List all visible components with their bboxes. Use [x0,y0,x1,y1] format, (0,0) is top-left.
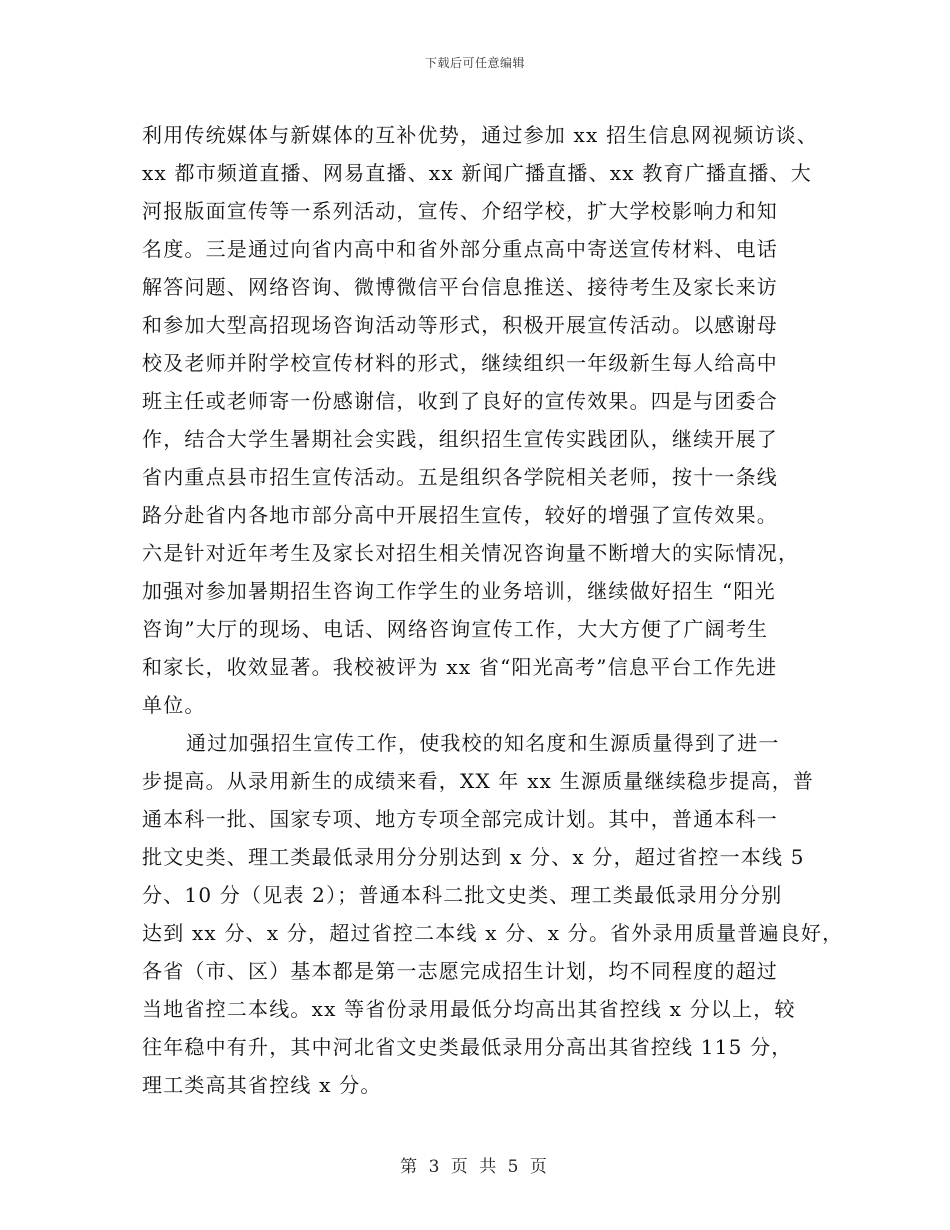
document-body [142,116,844,1104]
text-line: 理工类高其省控线 x 分。 [142,1073,382,1097]
text-line: 达到 xx 分、x 分，超过省控二本线 x 分、x 分。省外录用质量普遍良好， [142,921,844,945]
text-line: 路分赴省内各地市部分高中开展招生宣传，较好的增强了宣传效果。 [142,503,778,527]
paragraph-1 [142,116,819,724]
text-line: xx 都市频道直播、网易直播、xx 新闻广播直播、xx 教育广播直播、大 [142,161,812,185]
text-line: 和家长，收效显著。我校被评为 xx 省“阳光高考”信息平台工作先进 [142,655,778,679]
text-line: 六是针对近年考生及家长对招生相关情况咨询量不断增大的实际情况， [142,541,800,565]
page-number-footer: 第 3 页 共 5 页 [400,1157,550,1177]
text-line: 单位。 [142,693,206,717]
text-line: 名度。三是通过向省内高中和省外部分重点高中寄送宣传材料、电话 [142,237,778,261]
text-line: 当地省控二本线。xx 等省份录用最低分均高出其省控线 x 分以上，较 [142,997,796,1021]
text-line: 通本科一批、国家专项、地方专项全部完成计划。其中，普通本科一 [142,807,778,831]
text-line: 河报版面宣传等一系列活动，宣传、介绍学校，扩大学校影响力和知 [142,199,778,223]
text-line: 咨询”大厅的现场、电话、网络咨询宣传工作，大大方便了广阔考生 [142,617,769,641]
text-line: 和参加大型高招现场咨询活动等形式，积极开展宣传活动。以感谢母 [142,313,778,337]
text-line: 班主任或老师寄一份感谢信，收到了良好的宣传效果。四是与团委合 [142,389,778,413]
text-line: 省内重点县市招生宣传活动。五是组织各学院相关老师，按十一条线 [142,465,778,489]
text-line: 往年稳中有升，其中河北省文史类最低录用分高出其省控线 115 分， [142,1035,793,1059]
text-line: 批文史类、理工类最低录用分分别达到 x 分、x 分，超过省控一本线 5 [142,845,805,869]
text-line: 步提高。从录用新生的成绩来看，XX 年 xx 生源质量继续稳步提高，普 [142,769,815,793]
text-line: 校及老师并附学校宣传材料的形式，继续组织一年级新生每人给高中 [142,351,778,375]
text-line: 解答问题、网络咨询、微博微信平台信息推送、接待考生及家长来访 [142,275,778,299]
paragraph-2 [142,724,844,1104]
text-line: 加强对参加暑期招生咨询工作学生的业务培训，继续做好招生 “阳光 [142,579,776,603]
text-line: 各省（市、区）基本都是第一志愿完成招生计划，均不同程度的超过 [142,959,778,983]
text-line: 作，结合大学生暑期社会实践，组织招生宣传实践团队，继续开展了 [142,427,778,451]
page-header-note: 下载后可任意编辑 [424,56,525,70]
text-line: 分、10 分（见表 2）；普通本科二批文史类、理工类最低录用分分别 [142,883,783,907]
text-line: 通过加强招生宣传工作，使我校的知名度和生源质量得到了进一 [186,731,780,755]
text-line: 利用传统媒体与新媒体的互补优势，通过参加 xx 招生信息网视频访谈、 [142,123,819,147]
